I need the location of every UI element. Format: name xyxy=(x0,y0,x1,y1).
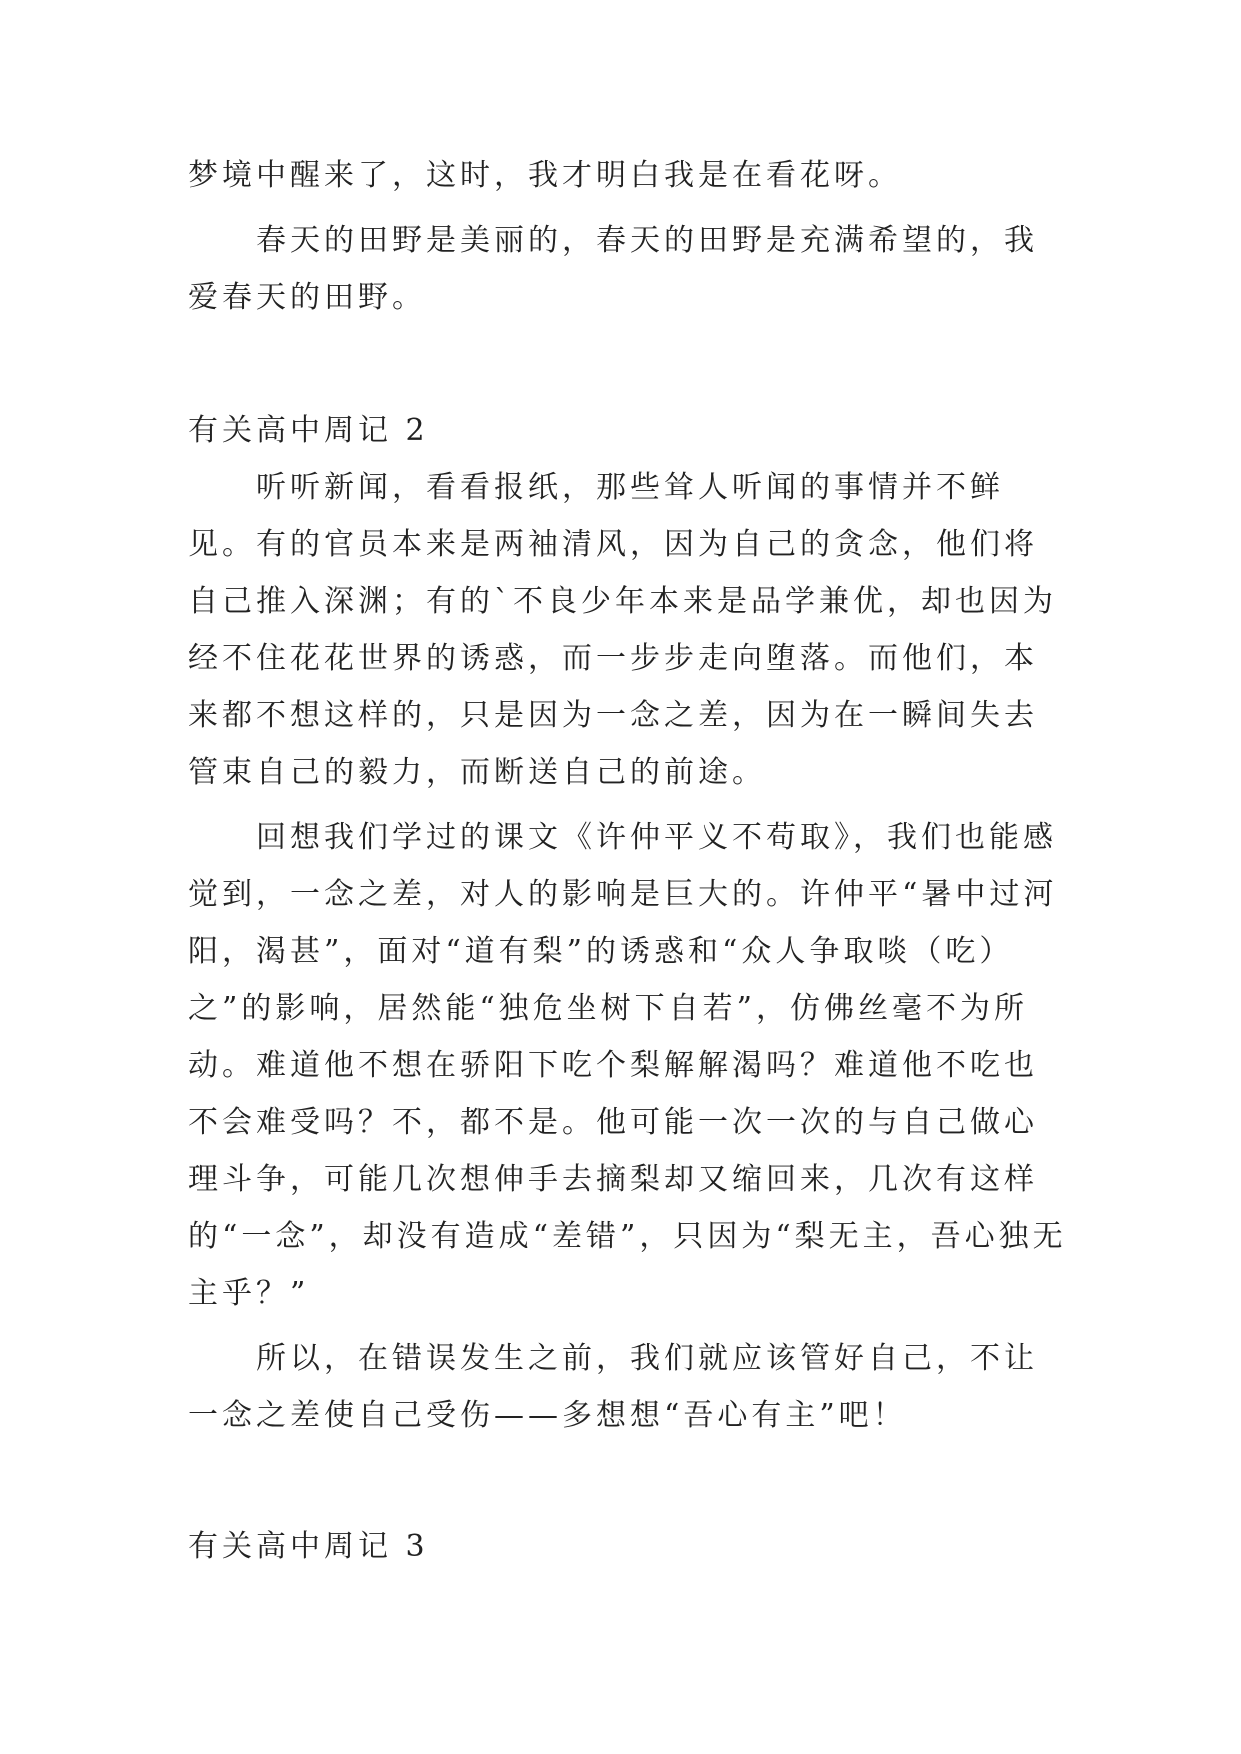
section-heading: 有关高中周记 2 xyxy=(188,413,429,448)
section-heading: 有关高中周记 3 xyxy=(188,1529,429,1564)
paragraph: 回想我们学过的课文《许仲平义不苟取》，我们也能感觉到，一念之差，对人的影响是巨大的。许仲平“暑中过河阳，渴甚”，面对“道有梨”的诱惑和“众人争取啖（吃）之”的影响，居然能“独危坐树下自若”，仿佛丝毫不为所动。难道他不想在骄阳下吃个梨解解渴吗？难道他不吃也不会难受吗？不，都不是。他可能一次一次的与自己做心理斗争，可能几次想伸手去摘梨却又缩回来，几次有这样的“一念”，却没有造成“差错”，只因为“梨无主，吾心独无主乎？” xyxy=(188,820,1067,1311)
paragraph: 春天的田野是美丽的，春天的田野是充满希望的，我爱春天的田野。 xyxy=(188,223,1038,315)
paragraph: 所以，在错误发生之前，我们就应该管好自己，不让一念之差使自己受伤——多想想“吾心有主”吧！ xyxy=(188,1341,1038,1433)
section-gap xyxy=(188,1452,1068,1518)
paragraph: 听听新闻，看看报纸，那些耸人听闻的事情并不鲜见。有的官员本来是两袖清风，因为自己的贪念，他们将自己推入深渊；有的`不良少年本来是品学兼优，却也因为经不住花花世界的诱惑，而一步步走向堕落。而他们，本来都不想这样的，只是因为一念之差，因为在一瞬间失去管束自己的毅力，而断送自己的前途。 xyxy=(188,470,1057,790)
paragraph-continuation: 梦境中醒来了，这时，我才明白我是在看花呀。 xyxy=(188,158,902,193)
document-page xyxy=(188,147,1068,1575)
section-gap xyxy=(188,334,1068,402)
